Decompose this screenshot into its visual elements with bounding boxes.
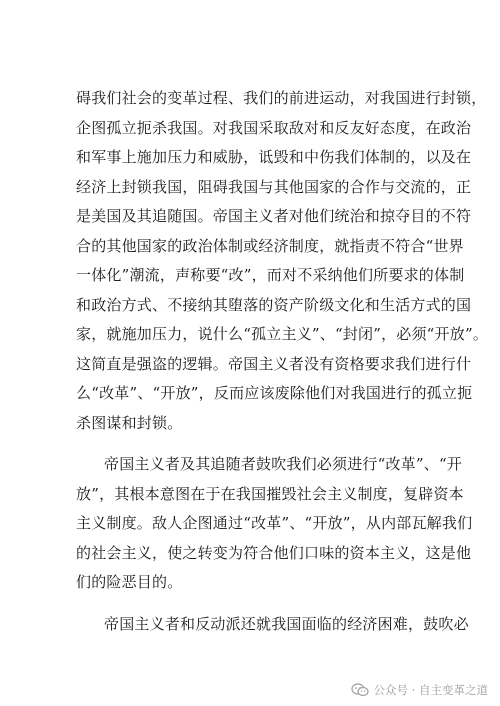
paragraph-gap [76, 438, 436, 450]
text-line: 一体化”潮流，声称要“改”，而对不采纳他们所要求的体制 [76, 266, 465, 284]
text-line: 主义制度。敌人企图通过“改革”、“开放”，从内部瓦解我们 [76, 514, 473, 532]
text-line: 帝国主义者及其追随者鼓吹我们必须进行“改革”、“开 [104, 455, 463, 473]
text-line: 碍我们社会的变革过程、我们的前进运动，对我国进行封锁， [76, 89, 487, 107]
wechat-icon [351, 683, 369, 697]
text-line: 家，就施加压力，说什么“孤立主义”、“封闭”，必须“开放”。 [76, 325, 489, 343]
document-body [76, 84, 489, 639]
text-line: 么“改革”、“开放”，反而应该废除他们对我国进行的孤立扼 [76, 384, 473, 402]
text-line: 和军事上施加压力和威胁，诋毁和中伤我们体制的，以及在 [76, 148, 472, 166]
watermark-text: 公众号 · 自主变革之道 [373, 683, 488, 697]
text-line: 企图孤立扼杀我国。对我国采取敌对和反友好态度，在政治 [76, 118, 472, 137]
text-line: 经济上封锁我国，阻碍我国与其他国家的合作与交流的，正 [76, 177, 472, 196]
text-line: 杀图谋和封锁。 [76, 413, 183, 432]
text-line: 的社会主义，使之转变为符合他们口味的资本主义，这是他 [76, 543, 472, 562]
text-line: 合的其他国家的政治体制或经济制度，就指责不符合“世界 [76, 236, 464, 255]
text-line: 帝国主义者和反动派还就我国面临的经济困难，鼓吹必 [104, 614, 469, 633]
text-line: 们的险恶目的。 [76, 573, 183, 591]
text-line: 放”，其根本意图在于在我国摧毁社会主义制度，复辟资本 [76, 484, 464, 503]
text-line: 这简直是强盗的逻辑。帝国主义者没有资格要求我们进行什 [76, 354, 472, 373]
text-line: 是美国及其追随国。帝国主义者对他们统治和掠夺目的不符 [76, 207, 472, 225]
text-line: 和政治方式、不接纳其堕落的资产阶级文化和生活方式的国 [76, 295, 472, 314]
watermark [351, 682, 488, 698]
paragraph-gap [76, 598, 436, 610]
